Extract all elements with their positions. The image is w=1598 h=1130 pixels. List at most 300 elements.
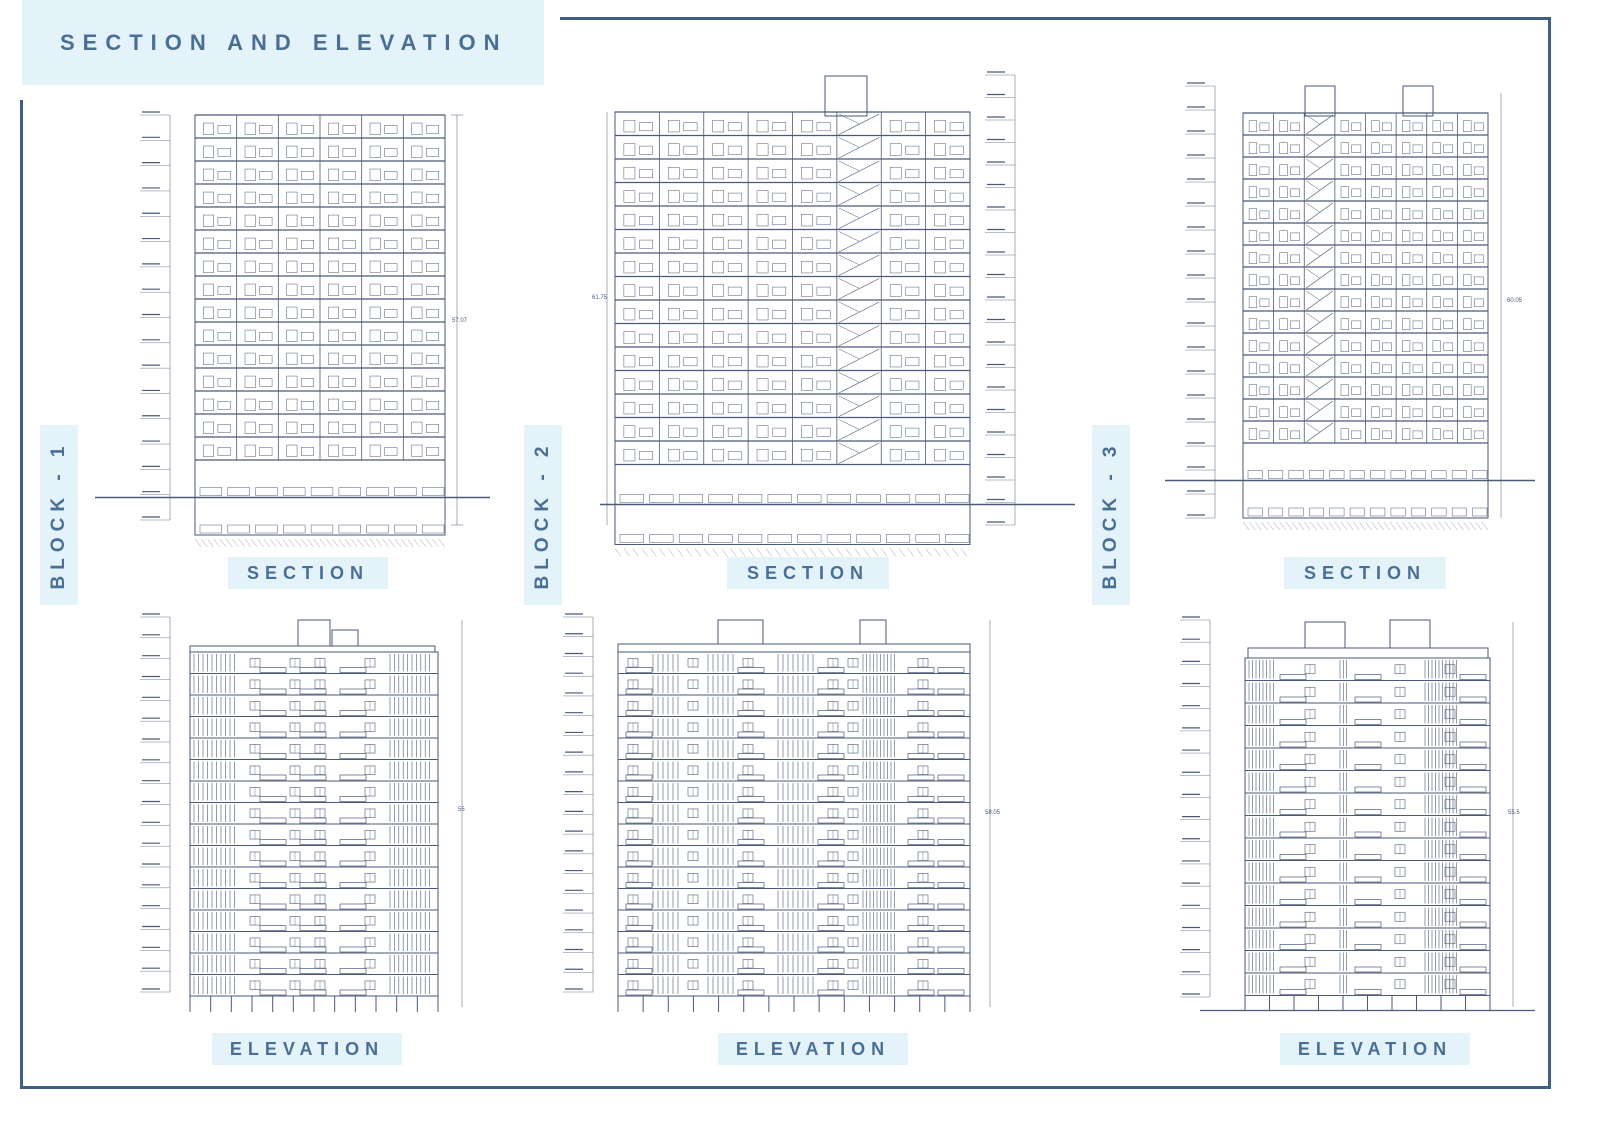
furniture	[950, 334, 963, 342]
ground-hatch	[1415, 522, 1421, 530]
car	[422, 525, 444, 533]
furniture	[287, 422, 297, 434]
ground-hatch	[1341, 522, 1347, 530]
frame-top-line	[560, 17, 1550, 20]
furniture	[287, 445, 297, 457]
furniture	[684, 311, 697, 319]
car	[394, 488, 416, 496]
furniture	[1433, 209, 1441, 220]
furniture	[1341, 407, 1349, 418]
ground-hatch	[1274, 522, 1280, 530]
furniture	[1402, 231, 1410, 242]
car	[1452, 471, 1466, 479]
balcony	[818, 711, 844, 716]
furniture	[218, 424, 231, 432]
furniture	[1464, 165, 1472, 176]
furniture	[1290, 343, 1299, 351]
car	[1371, 508, 1385, 516]
furniture	[757, 238, 768, 250]
furniture	[343, 171, 356, 179]
furniture	[1249, 231, 1257, 242]
ground-hatch	[1310, 522, 1316, 530]
balcony	[738, 883, 764, 888]
furniture	[801, 238, 812, 250]
furniture	[1433, 341, 1441, 352]
furniture	[203, 445, 213, 457]
furniture	[1290, 211, 1299, 219]
furniture	[728, 146, 741, 154]
furniture	[684, 264, 697, 272]
balcony	[908, 990, 934, 995]
balcony	[626, 861, 652, 866]
balcony	[1460, 900, 1486, 905]
furniture	[684, 217, 697, 225]
car	[1268, 471, 1282, 479]
furniture	[684, 123, 697, 131]
furniture	[1341, 253, 1349, 264]
furniture	[412, 376, 422, 388]
furniture	[639, 452, 652, 460]
furniture	[1352, 299, 1361, 307]
furniture	[935, 238, 946, 250]
furniture	[728, 264, 741, 272]
furniture	[245, 169, 255, 181]
ground-hatch	[1445, 522, 1451, 530]
car	[945, 495, 969, 503]
balcony	[938, 969, 964, 974]
furniture	[757, 332, 768, 344]
balcony	[300, 861, 326, 866]
balcony	[818, 969, 844, 974]
block-2-elevation-label: ELEVATION	[718, 1033, 908, 1065]
furniture	[412, 123, 422, 135]
furniture	[343, 378, 356, 386]
furniture	[1260, 233, 1269, 241]
parapet	[190, 646, 435, 652]
block-3-section-drawing	[1155, 78, 1540, 548]
ground-hatch	[1372, 522, 1378, 530]
car	[1268, 508, 1282, 516]
water-tank	[1390, 620, 1430, 648]
stair-flight	[1306, 225, 1319, 234]
block-1-elevation-height-dim: 55	[458, 807, 465, 813]
furniture	[343, 332, 356, 340]
balcony	[340, 711, 366, 716]
furniture	[935, 167, 946, 179]
furniture	[1402, 253, 1410, 264]
furniture	[1280, 275, 1288, 286]
furniture	[1290, 233, 1299, 241]
furniture	[950, 358, 963, 366]
furniture	[668, 285, 679, 297]
balcony	[340, 818, 366, 823]
car	[768, 535, 792, 543]
balcony	[738, 861, 764, 866]
balcony	[626, 689, 652, 694]
furniture	[1464, 429, 1472, 440]
stair-flight	[1306, 379, 1319, 388]
furniture	[1260, 387, 1269, 395]
block-3-elevation-height-dim: 55.5	[1508, 810, 1520, 816]
car	[1452, 508, 1466, 516]
balcony	[738, 926, 764, 931]
furniture	[1464, 231, 1472, 242]
furniture	[1402, 143, 1410, 154]
furniture	[370, 284, 380, 296]
car	[679, 495, 703, 503]
balcony	[908, 711, 934, 716]
furniture	[684, 405, 697, 413]
balcony	[300, 775, 326, 780]
furniture	[935, 332, 946, 344]
furniture	[260, 148, 273, 156]
ground-hatch	[1286, 522, 1292, 530]
balcony	[938, 840, 964, 845]
furniture	[639, 334, 652, 342]
balcony	[938, 947, 964, 952]
ground-hatch	[276, 539, 282, 547]
furniture	[1402, 121, 1410, 132]
balcony	[260, 797, 286, 802]
ground-hatch	[943, 549, 949, 557]
furniture	[684, 428, 697, 436]
balcony	[938, 904, 964, 909]
ground-hatch	[677, 549, 683, 557]
ground-hatch	[1292, 522, 1298, 530]
furniture	[328, 307, 338, 319]
furniture	[1464, 341, 1472, 352]
furniture	[890, 449, 901, 461]
balcony	[738, 969, 764, 974]
stair-flight	[839, 326, 859, 336]
ground-hatch	[320, 539, 326, 547]
furniture	[890, 144, 901, 156]
furniture	[370, 146, 380, 158]
balcony	[938, 861, 964, 866]
balcony	[1355, 945, 1381, 950]
furniture	[426, 401, 439, 409]
furniture	[1474, 343, 1483, 351]
furniture	[1444, 409, 1453, 417]
ground-hatch	[739, 549, 745, 557]
furniture	[1260, 365, 1269, 373]
furniture	[624, 120, 635, 132]
furniture	[1352, 211, 1361, 219]
furniture	[1280, 187, 1288, 198]
furniture	[668, 214, 679, 226]
ground-hatch	[1317, 522, 1323, 530]
furniture	[1474, 167, 1483, 175]
furniture	[728, 405, 741, 413]
ground-hatch	[339, 539, 345, 547]
furniture	[412, 146, 422, 158]
furniture	[385, 194, 398, 202]
stair-flight	[1306, 137, 1319, 146]
furniture	[1290, 299, 1299, 307]
furniture	[426, 447, 439, 455]
ground-hatch	[264, 539, 270, 547]
balcony	[340, 990, 366, 995]
furniture	[817, 264, 830, 272]
block-2-section-drawing	[585, 70, 1085, 560]
furniture	[218, 378, 231, 386]
furniture	[385, 263, 398, 271]
car	[768, 495, 792, 503]
furniture	[639, 193, 652, 201]
furniture	[639, 264, 652, 272]
furniture	[950, 217, 963, 225]
furniture	[817, 358, 830, 366]
car	[1289, 471, 1303, 479]
furniture	[728, 287, 741, 295]
furniture	[639, 170, 652, 178]
car	[1391, 508, 1405, 516]
furniture	[1433, 165, 1441, 176]
furniture	[639, 405, 652, 413]
furniture	[1341, 121, 1349, 132]
furniture	[1444, 365, 1453, 373]
furniture	[203, 238, 213, 250]
ground-hatch	[1298, 522, 1304, 530]
furniture	[1290, 123, 1299, 131]
furniture	[1372, 297, 1380, 308]
furniture	[328, 422, 338, 434]
balcony	[626, 754, 652, 759]
balcony	[818, 754, 844, 759]
furniture	[1290, 387, 1299, 395]
furniture	[1372, 407, 1380, 418]
balcony	[1460, 832, 1486, 837]
block-1-elevation-drawing	[40, 612, 525, 1012]
balcony	[938, 689, 964, 694]
car	[1371, 471, 1385, 479]
balcony	[260, 689, 286, 694]
ground-hatch	[828, 549, 834, 557]
balcony	[818, 689, 844, 694]
furniture	[1260, 123, 1269, 131]
furniture	[773, 264, 786, 272]
furniture	[890, 379, 901, 391]
furniture	[370, 169, 380, 181]
balcony	[1355, 922, 1381, 927]
balcony	[818, 732, 844, 737]
furniture	[1464, 143, 1472, 154]
ground-hatch	[351, 539, 357, 547]
balcony	[908, 904, 934, 909]
water-tank	[860, 620, 886, 644]
block-1-section-height-dim: 57.07	[452, 318, 468, 324]
furniture	[1352, 167, 1361, 175]
car	[367, 488, 389, 496]
furniture	[1402, 341, 1410, 352]
furniture	[757, 449, 768, 461]
balcony	[738, 668, 764, 673]
furniture	[713, 167, 724, 179]
ground-hatch	[935, 549, 941, 557]
furniture	[1341, 275, 1349, 286]
furniture	[343, 309, 356, 317]
furniture	[1464, 187, 1472, 198]
balcony	[1355, 855, 1381, 860]
stair-flight	[1306, 269, 1319, 278]
balcony	[818, 861, 844, 866]
furniture	[203, 123, 213, 135]
balcony	[260, 861, 286, 866]
furniture	[890, 308, 901, 320]
furniture	[935, 120, 946, 132]
furniture	[245, 215, 255, 227]
water-tank	[1305, 622, 1345, 648]
furniture	[385, 424, 398, 432]
furniture	[426, 309, 439, 317]
stair-flight	[839, 185, 859, 195]
furniture	[668, 308, 679, 320]
furniture	[890, 355, 901, 367]
furniture	[370, 399, 380, 411]
ground-hatch	[1384, 522, 1390, 530]
furniture	[328, 238, 338, 250]
furniture	[757, 402, 768, 414]
furniture	[412, 215, 422, 227]
furniture	[260, 309, 273, 317]
balcony	[1355, 787, 1381, 792]
furniture	[906, 358, 919, 366]
ground-hatch	[195, 539, 201, 547]
car	[886, 495, 910, 503]
furniture	[1474, 255, 1483, 263]
ground-hatch	[961, 549, 967, 557]
furniture	[757, 214, 768, 226]
furniture	[1290, 167, 1299, 175]
furniture	[817, 334, 830, 342]
furniture	[1474, 145, 1483, 153]
ground-hatch	[314, 539, 320, 547]
car	[228, 488, 250, 496]
furniture	[412, 261, 422, 273]
furniture	[1372, 209, 1380, 220]
balcony	[300, 797, 326, 802]
stair-flight	[839, 255, 859, 265]
furniture	[668, 167, 679, 179]
furniture	[639, 146, 652, 154]
ground-hatch	[695, 549, 701, 557]
furniture	[757, 167, 768, 179]
furniture	[343, 194, 356, 202]
furniture	[1352, 123, 1361, 131]
furniture	[728, 311, 741, 319]
ground-hatch	[220, 539, 226, 547]
furniture	[801, 144, 812, 156]
furniture	[1433, 385, 1441, 396]
furniture	[328, 169, 338, 181]
furniture	[1402, 275, 1410, 286]
balcony	[938, 797, 964, 802]
furniture	[801, 120, 812, 132]
furniture	[328, 146, 338, 158]
furniture	[757, 355, 768, 367]
furniture	[817, 240, 830, 248]
furniture	[1433, 253, 1441, 264]
car	[798, 535, 822, 543]
balcony	[340, 883, 366, 888]
ground-hatch	[401, 539, 407, 547]
furniture	[906, 146, 919, 154]
furniture	[1382, 233, 1391, 241]
block-2-label: BLOCK - 2	[532, 440, 553, 590]
furniture	[287, 238, 297, 250]
ground-hatch	[881, 549, 887, 557]
ground-hatch	[1470, 522, 1476, 530]
balcony	[738, 754, 764, 759]
balcony	[938, 711, 964, 716]
ground-hatch	[239, 539, 245, 547]
furniture	[1290, 431, 1299, 439]
furniture	[260, 240, 273, 248]
balcony	[1355, 720, 1381, 725]
balcony	[818, 904, 844, 909]
furniture	[906, 405, 919, 413]
furniture	[343, 401, 356, 409]
balcony	[340, 969, 366, 974]
furniture	[218, 286, 231, 294]
furniture	[1433, 121, 1441, 132]
balcony	[300, 818, 326, 823]
furniture	[218, 309, 231, 317]
furniture	[1382, 365, 1391, 373]
balcony	[1355, 742, 1381, 747]
balcony	[626, 990, 652, 995]
ground-hatch	[1243, 522, 1249, 530]
furniture	[1341, 187, 1349, 198]
furniture	[260, 355, 273, 363]
furniture	[1260, 189, 1269, 197]
stair-flight	[839, 396, 859, 406]
furniture	[639, 123, 652, 131]
furniture	[301, 424, 314, 432]
ground-hatch	[1421, 522, 1427, 530]
furniture	[1474, 431, 1483, 439]
balcony	[818, 775, 844, 780]
furniture	[245, 445, 255, 457]
furniture	[906, 193, 919, 201]
ground-hatch	[1451, 522, 1457, 530]
furniture	[1444, 233, 1453, 241]
furniture	[370, 353, 380, 365]
stair-flight	[839, 208, 859, 218]
balcony	[1355, 832, 1381, 837]
car	[256, 525, 278, 533]
furniture	[668, 332, 679, 344]
furniture	[950, 146, 963, 154]
furniture	[370, 445, 380, 457]
furniture	[713, 261, 724, 273]
furniture	[245, 284, 255, 296]
furniture	[1402, 165, 1410, 176]
furniture	[1382, 145, 1391, 153]
furniture	[370, 422, 380, 434]
balcony	[818, 947, 844, 952]
furniture	[1341, 297, 1349, 308]
furniture	[950, 123, 963, 131]
furniture	[1290, 365, 1299, 373]
ground-hatch	[810, 549, 816, 557]
block-3-section-label: SECTION	[1284, 557, 1446, 589]
balcony	[340, 861, 366, 866]
balcony	[260, 775, 286, 780]
furniture	[1249, 385, 1257, 396]
block-2-elevation-drawing	[548, 612, 1048, 1012]
furniture	[624, 191, 635, 203]
